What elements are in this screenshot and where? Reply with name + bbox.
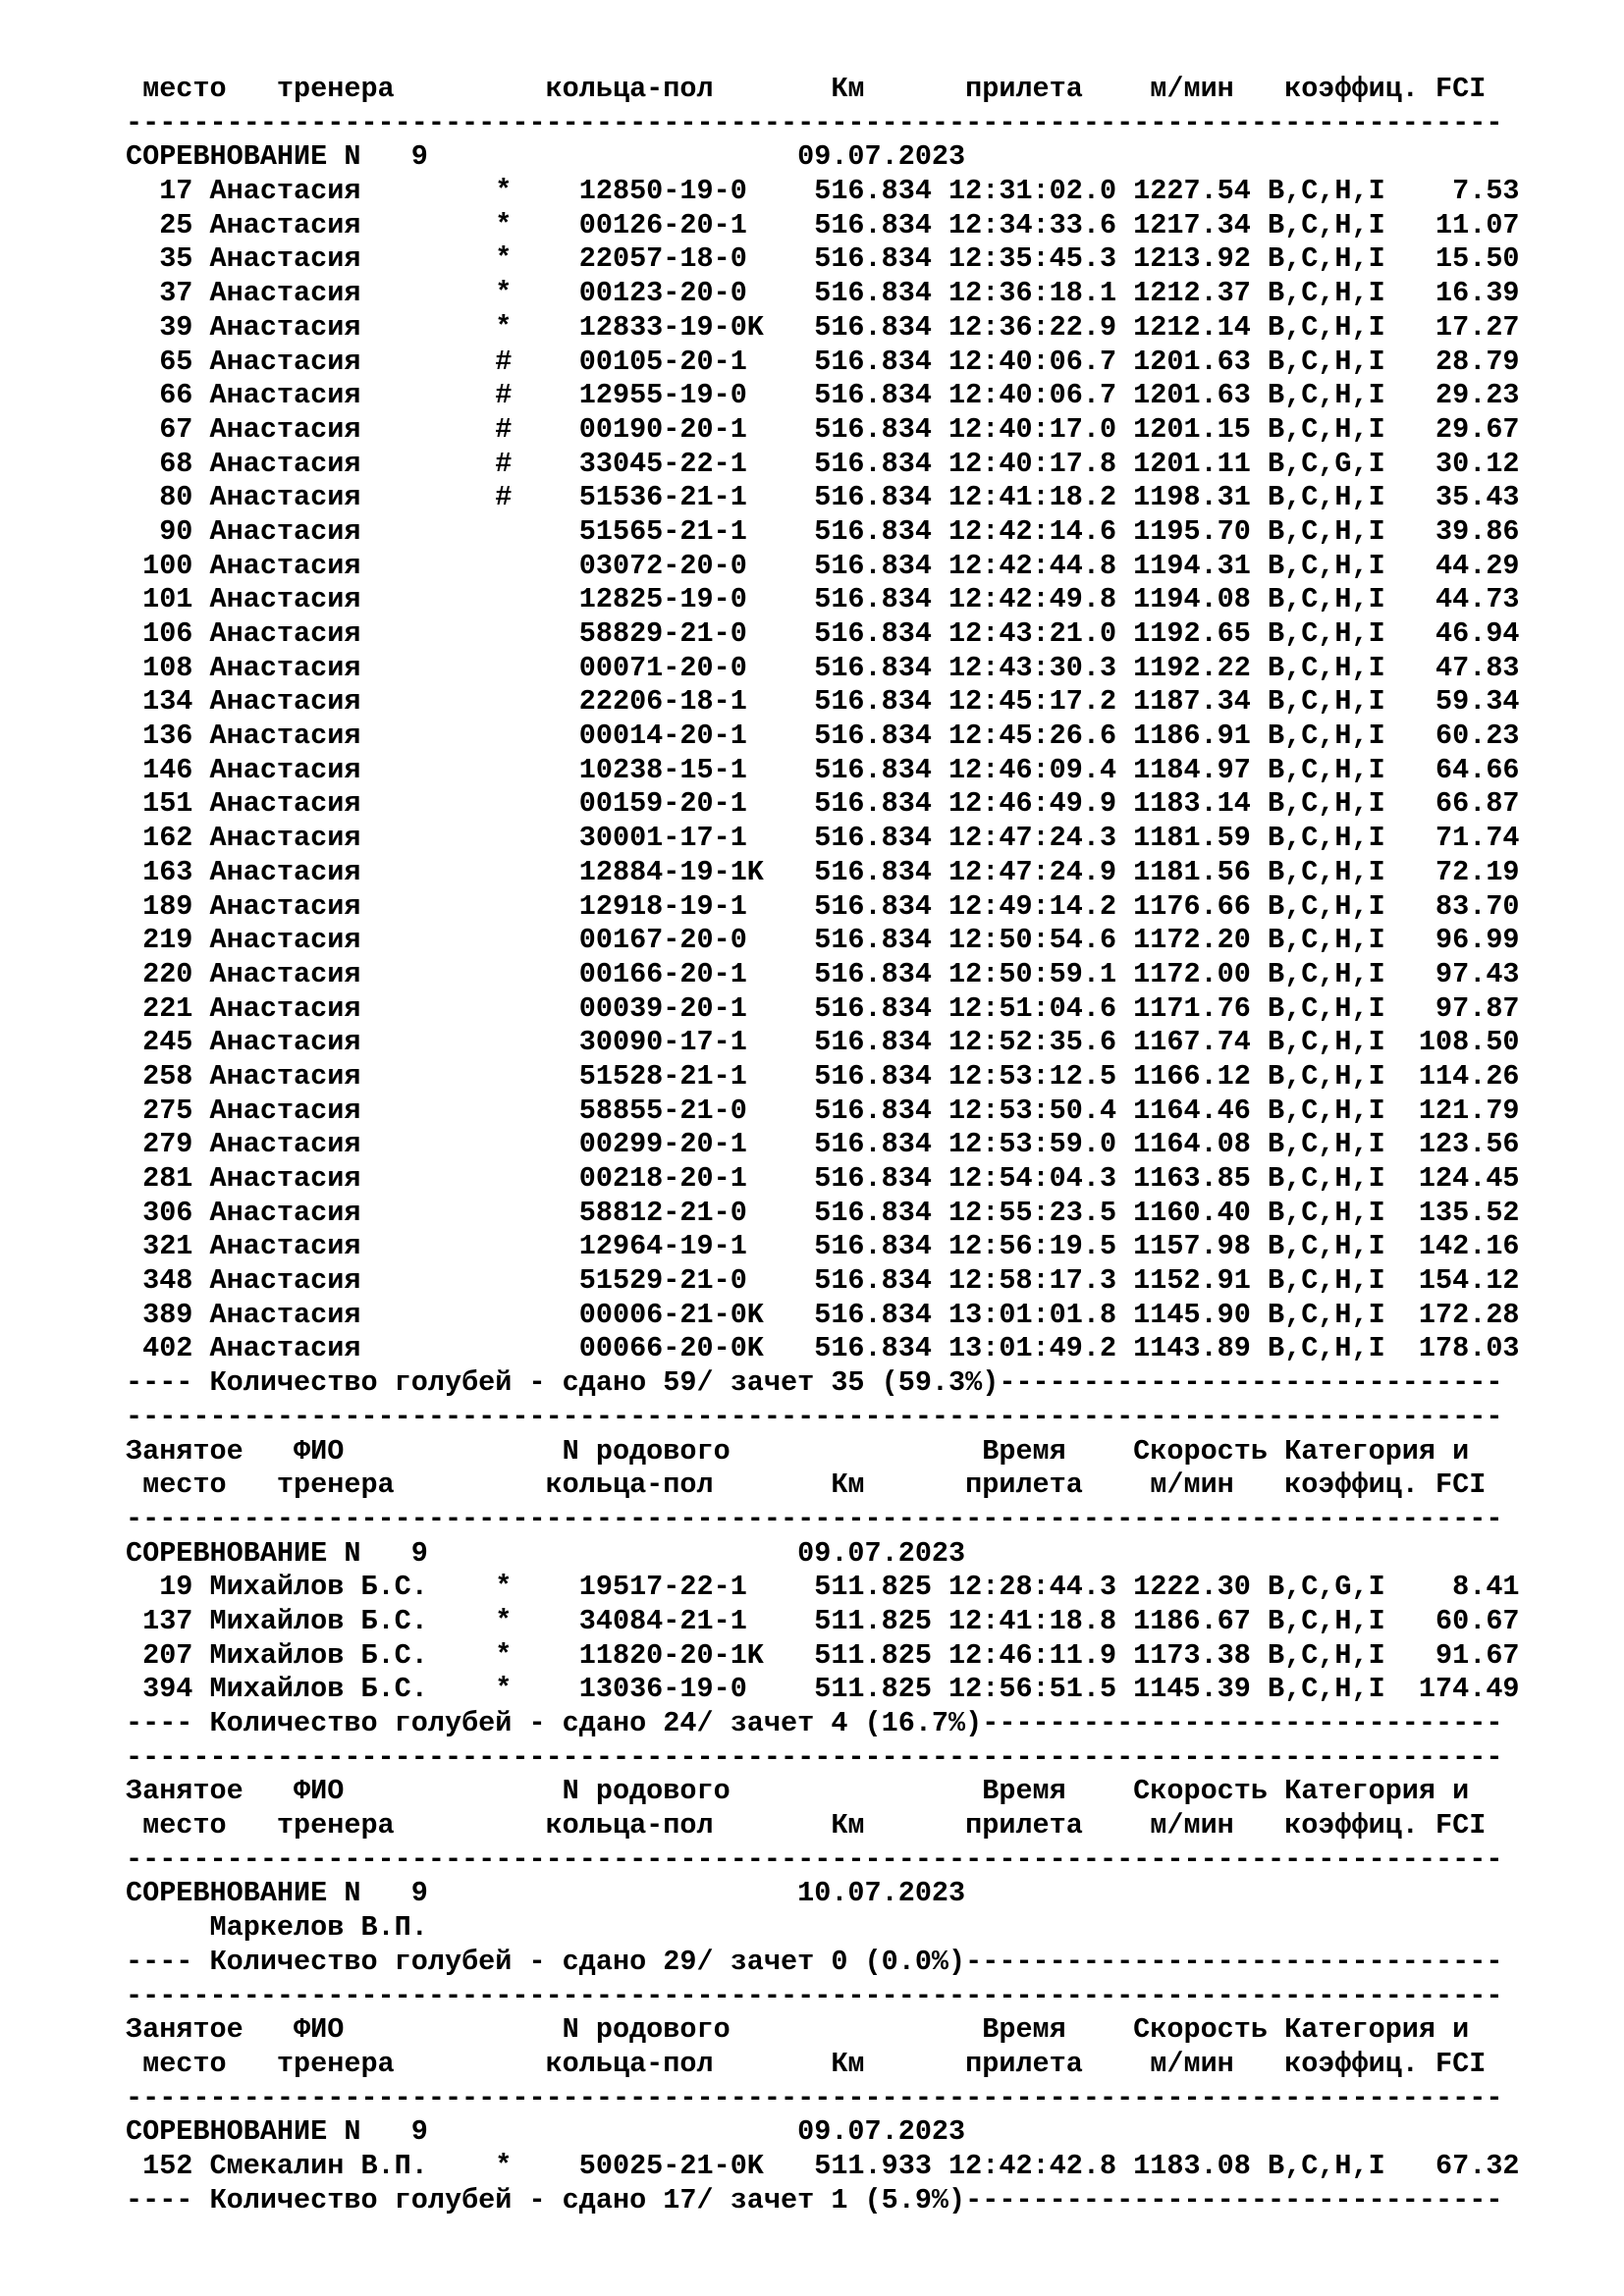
result-row: 134 Анастасия 22206-18-1 516.834 12:45:17.2 1187.34 B,C,H,I 59.34	[126, 685, 1520, 719]
column-header-line: Занятое ФИО N родового Время Скорость Категория и	[126, 2013, 1470, 2047]
result-row: 90 Анастасия 51565-21-1 516.834 12:42:14.6 1195.70 B,C,H,I 39.86	[126, 514, 1520, 548]
result-row: 220 Анастасия 00166-20-1 516.834 12:50:59.1 1172.00 B,C,H,I 97.43	[126, 957, 1520, 990]
race-results-report	[126, 73, 1520, 2217]
result-row: 65 Анастасия # 00105-20-1 516.834 12:40:06.7 1201.63 B,C,H,I 28.79	[126, 345, 1520, 378]
summary-line: ---- Количество голубей - сдано 29/ зачет 0 (0.0%)--------------------------------	[126, 1945, 1503, 1978]
result-row: 219 Анастасия 00167-20-0 516.834 12:50:54.6 1172.20 B,C,H,I 96.99	[126, 924, 1520, 957]
result-row: 100 Анастасия 03072-20-0 516.834 12:42:44.8 1194.31 B,C,H,I 44.29	[126, 549, 1520, 582]
result-row: 17 Анастасия * 12850-19-0 516.834 12:31:02.0 1227.54 B,C,H,I 7.53	[126, 175, 1520, 208]
summary-line: ---- Количество голубей - сдано 17/ зачет 1 (5.9%)--------------------------------	[126, 2183, 1503, 2216]
separator-line: ----------------------------------------------------------------------------------	[126, 106, 1503, 139]
column-header-line: Занятое ФИО N родового Время Скорость Категория и	[126, 1434, 1470, 1468]
result-row: 37 Анастасия * 00123-20-0 516.834 12:36:18.1 1212.37 B,C,H,I 16.39	[126, 277, 1520, 310]
result-row: 221 Анастасия 00039-20-1 516.834 12:51:04.6 1171.76 B,C,H,I 97.87	[126, 991, 1520, 1025]
result-row: 39 Анастасия * 12833-19-0K 516.834 12:36:22.9 1212.14 B,C,H,I 17.27	[126, 310, 1520, 344]
result-row: 207 Михайлов Б.С. * 11820-20-1K 511.825 12:46:11.9 1173.38 B,C,H,I 91.67	[126, 1638, 1520, 1672]
result-row: 162 Анастасия 30001-17-1 516.834 12:47:24.3 1181.59 B,C,H,I 71.74	[126, 822, 1520, 855]
result-row: 136 Анастасия 00014-20-1 516.834 12:45:26.6 1186.91 B,C,H,I 60.23	[126, 720, 1520, 753]
result-row: 67 Анастасия # 00190-20-1 516.834 12:40:17.0 1201.15 B,C,H,I 29.67	[126, 412, 1520, 446]
result-row: 348 Анастасия 51529-21-0 516.834 12:58:17.3 1152.91 B,C,H,I 154.12	[126, 1264, 1520, 1298]
result-row: 108 Анастасия 00071-20-0 516.834 12:43:30.3 1192.22 B,C,H,I 47.83	[126, 651, 1520, 684]
separator-line: ----------------------------------------------------------------------------------	[126, 1400, 1503, 1433]
separator-line: ----------------------------------------------------------------------------------	[126, 1740, 1503, 1774]
competition-line: СОРЕВНОВАНИЕ N 9 09.07.2023	[126, 2115, 966, 2149]
result-row: 137 Михайлов Б.С. * 34084-21-1 511.825 12:41:18.8 1186.67 B,C,H,I 60.67	[126, 1604, 1520, 1637]
result-row: 279 Анастасия 00299-20-1 516.834 12:53:59.0 1164.08 B,C,H,I 123.56	[126, 1128, 1520, 1161]
separator-line: ----------------------------------------------------------------------------------	[126, 1979, 1503, 2012]
result-row: 151 Анастасия 00159-20-1 516.834 12:46:49.9 1183.14 B,C,H,I 66.87	[126, 787, 1520, 821]
result-row: 258 Анастасия 51528-21-1 516.834 12:53:12.5 1166.12 B,C,H,I 114.26	[126, 1059, 1520, 1093]
result-row: 106 Анастасия 58829-21-0 516.834 12:43:21.0 1192.65 B,C,H,I 46.94	[126, 617, 1520, 650]
result-row: 25 Анастасия * 00126-20-1 516.834 12:34:33.6 1217.34 B,C,H,I 11.07	[126, 208, 1520, 241]
separator-line: ----------------------------------------------------------------------------------	[126, 2081, 1503, 2114]
result-row: 146 Анастасия 10238-15-1 516.834 12:46:09.4 1184.97 B,C,H,I 64.66	[126, 753, 1520, 786]
column-header-line: место тренера кольца-пол Км прилета м/мин коэффиц. FCI	[126, 2047, 1487, 2080]
result-row: 19 Михайлов Б.С. * 19517-22-1 511.825 12:28:44.3 1222.30 B,C,G,I 8.41	[126, 1571, 1520, 1604]
column-header-line: место тренера кольца-пол Км прилета м/мин коэффиц. FCI	[126, 1468, 1487, 1502]
result-row: 275 Анастасия 58855-21-0 516.834 12:53:50.4 1164.46 B,C,H,I 121.79	[126, 1094, 1520, 1127]
result-row: 101 Анастасия 12825-19-0 516.834 12:42:49.8 1194.08 B,C,H,I 44.73	[126, 583, 1520, 616]
column-header-line: место тренера кольца-пол Км прилета м/мин коэффиц. FCI	[126, 1809, 1487, 1842]
result-row: 163 Анастасия 12884-19-1K 516.834 12:47:24.9 1181.56 B,C,H,I 72.19	[126, 855, 1520, 888]
result-row: 394 Михайлов Б.С. * 13036-19-0 511.825 12:56:51.5 1145.39 B,C,H,I 174.49	[126, 1673, 1520, 1706]
result-row: 189 Анастасия 12918-19-1 516.834 12:49:14.2 1176.66 B,C,H,I 83.70	[126, 889, 1520, 923]
result-row: 68 Анастасия # 33045-22-1 516.834 12:40:17.8 1201.11 B,C,G,I 30.12	[126, 447, 1520, 480]
column-header-line: место тренера кольца-пол Км прилета м/мин коэффиц. FCI	[126, 73, 1487, 105]
result-row: 80 Анастасия # 51536-21-1 516.834 12:41:18.2 1198.31 B,C,H,I 35.43	[126, 481, 1520, 514]
competition-line: СОРЕВНОВАНИЕ N 9 09.07.2023	[126, 140, 966, 174]
result-row: Маркелов В.П.	[126, 1911, 428, 1945]
result-row: 306 Анастасия 58812-21-0 516.834 12:55:23.5 1160.40 B,C,H,I 135.52	[126, 1196, 1520, 1229]
result-row: 281 Анастасия 00218-20-1 516.834 12:54:04.3 1163.85 B,C,H,I 124.45	[126, 1162, 1520, 1195]
separator-line: ----------------------------------------------------------------------------------	[126, 1842, 1503, 1876]
summary-line: ---- Количество голубей - сдано 59/ зачет 35 (59.3%)------------------------------	[126, 1366, 1503, 1400]
result-row: 66 Анастасия # 12955-19-0 516.834 12:40:06.7 1201.63 B,C,H,I 29.23	[126, 379, 1520, 412]
result-row: 402 Анастасия 00066-20-0K 516.834 13:01:49.2 1143.89 B,C,H,I 178.03	[126, 1332, 1520, 1365]
result-row: 35 Анастасия * 22057-18-0 516.834 12:35:45.3 1213.92 B,C,H,I 15.50	[126, 242, 1520, 276]
result-row: 152 Смекалин В.П. * 50025-21-0K 511.933 12:42:42.8 1183.08 B,C,H,I 67.32	[126, 2149, 1520, 2182]
competition-line: СОРЕВНОВАНИЕ N 9 10.07.2023	[126, 1877, 966, 1910]
competition-line: СОРЕВНОВАНИЕ N 9 09.07.2023	[126, 1536, 966, 1570]
result-row: 321 Анастасия 12964-19-1 516.834 12:56:19.5 1157.98 B,C,H,I 142.16	[126, 1230, 1520, 1263]
separator-line: ----------------------------------------------------------------------------------	[126, 1502, 1503, 1535]
column-header-line: Занятое ФИО N родового Время Скорость Категория и	[126, 1775, 1470, 1808]
summary-line: ---- Количество голубей - сдано 24/ зачет 4 (16.7%)-------------------------------	[126, 1707, 1503, 1739]
result-row: 389 Анастасия 00006-21-0K 516.834 13:01:01.8 1145.90 B,C,H,I 172.28	[126, 1298, 1520, 1331]
result-row: 245 Анастасия 30090-17-1 516.834 12:52:35.6 1167.74 B,C,H,I 108.50	[126, 1026, 1520, 1059]
